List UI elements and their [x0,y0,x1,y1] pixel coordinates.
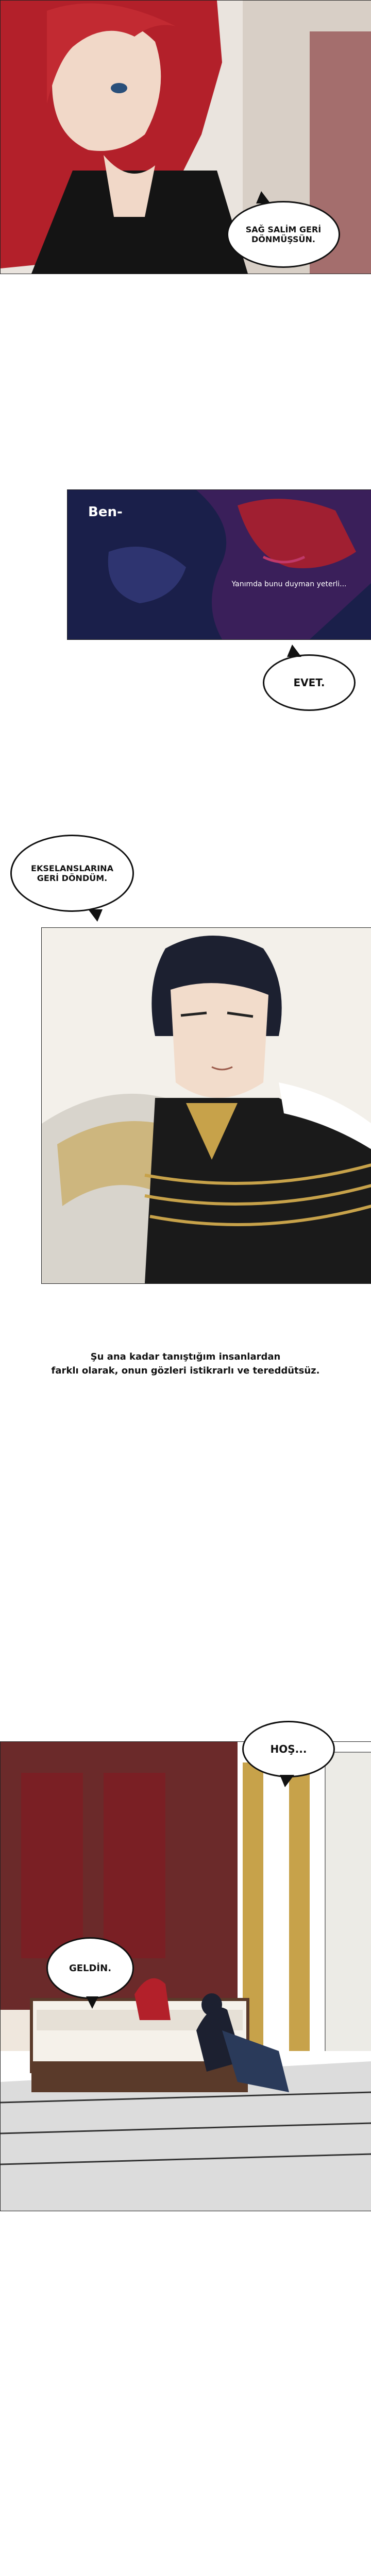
speech-bubble-safe-return [227,201,340,268]
armored-man-illustration [42,928,371,1283]
majesty-returned-text: EKSELANSLARINA GERİ DÖNDÜM. [31,863,113,883]
speech-bubble-majesty-returned [10,835,134,912]
whisper-ben: Ben- [88,504,123,520]
speech-bubble-you-came [46,1937,134,1999]
whisper-line: Yanımda bunu duyman yeterli... [231,580,347,588]
narration-caption [31,1350,340,1378]
narration-line-1: Şu ana kadar tanıştığım insanlardan [90,1351,281,1362]
speech-bubble-yes [263,654,356,711]
you-came-text: GELDİN. [69,1962,112,1974]
hello-text: HOŞ... [270,1743,307,1755]
safe-return-text: SAĞ SALİM GERİ DÖNMÜŞSÜN. [245,225,322,244]
panel-armored-man [41,927,371,1284]
panel-night-whisper [67,489,371,640]
yes-text: EVET. [293,676,325,689]
speech-bubble-hello [242,1721,335,1777]
narration-line-2: farklı olarak, onun gözleri istikrarlı ve tereddütsüz. [51,1365,320,1376]
